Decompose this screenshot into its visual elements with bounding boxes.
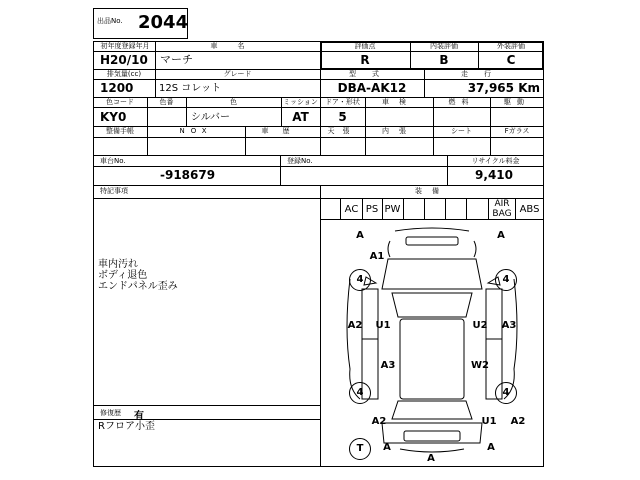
damage-a2-left: A2 (347, 320, 363, 331)
equipment-abs: ABS (519, 204, 540, 215)
score-label: 評価点 (354, 42, 376, 50)
damage-front-left: A (356, 230, 364, 241)
year-label: 初年度登録年月 (100, 42, 150, 50)
damage-a1: A1 (369, 251, 385, 262)
exterior-score: C (506, 53, 516, 67)
equipment-pw: PW (384, 204, 401, 215)
damage-t: T (349, 438, 371, 460)
tire-rear-left: 4 (349, 382, 371, 404)
mileage: 37,965 Km (467, 81, 540, 95)
color-no-label: 色番 (159, 98, 174, 106)
repair-history-value: 有 (134, 411, 144, 422)
first-registration: H20/10 (100, 53, 148, 67)
roof-label: 天張 (327, 127, 358, 135)
model-code: DBA-AK12 (337, 81, 407, 95)
grade-label: グレード (223, 70, 252, 78)
tire-front-left: 4 (349, 269, 371, 291)
mileage-label: 走行 (461, 70, 507, 78)
car-name-label: 車名 (210, 42, 265, 50)
notes-line: ボディ退色 (98, 270, 148, 281)
recycle-fee: 9,410 (475, 168, 513, 182)
damage-a3-center: A3 (380, 360, 396, 371)
tire-front-right: 4 (495, 269, 517, 291)
repair-history-label: 修復歴 (100, 409, 121, 417)
seat-label: シート (451, 127, 472, 135)
mission-label: ミッション (283, 98, 318, 106)
doors: 5 (338, 110, 347, 124)
recycle-label: リサイクル料金 (471, 157, 520, 165)
fuel-label: 燃料 (448, 98, 475, 106)
equipment-title: 装備 (415, 187, 449, 195)
overall-score: R (360, 53, 370, 67)
damage-a-rear-left: A (383, 442, 391, 453)
car-name: マーチ (160, 53, 193, 66)
doors-label: ドア・形状 (325, 98, 360, 106)
damage-w2: W2 (471, 360, 489, 371)
color-label: 色 (230, 98, 237, 106)
inner-trim-label: 内張 (382, 127, 416, 135)
notes-title: 特記事項 (100, 187, 128, 195)
chassis-label: 車台No. (100, 157, 126, 165)
damage-u1-rear: U1 (481, 416, 497, 427)
damage-a-bottom: A (427, 453, 435, 464)
displacement: 1200 (100, 81, 134, 95)
model-code-label: 型式 (349, 70, 395, 78)
lot-number-label: 出品No. (97, 17, 123, 25)
nox-label: NOX (179, 127, 213, 135)
exterior-score-label: 外装評価 (497, 42, 525, 50)
interior-score: B (439, 53, 449, 67)
damage-front-right: A (497, 230, 505, 241)
damage-a3-right: A3 (501, 320, 517, 331)
manual-label: 整備手帳 (106, 127, 134, 135)
registration-label: 登録No. (287, 157, 313, 165)
damage-u1-left: U1 (375, 320, 391, 331)
notes-line: エンドパネル歪み (98, 281, 178, 292)
repair-note: Rフロア小歪 (98, 421, 155, 432)
car-diagram (320, 219, 544, 467)
glass-label: Fガラス (504, 127, 530, 135)
inspection-label: 車検 (382, 98, 416, 106)
color: シルバー (191, 112, 231, 123)
mission: AT (292, 110, 309, 124)
damage-a2-rear-right: A2 (510, 416, 526, 427)
equipment-airbag: AIR BAG (492, 199, 512, 219)
tire-rear-right: 4 (495, 382, 517, 404)
history-label: 車歴 (261, 127, 304, 135)
color-code-label: 色コード (106, 98, 134, 106)
notes-line: 車内汚れ (98, 259, 138, 270)
damage-u2-right: U2 (472, 320, 488, 331)
interior-score-label: 内装評価 (430, 42, 458, 50)
damage-a-rear-right: A (487, 442, 495, 453)
chassis-number: -918679 (160, 168, 216, 182)
color-code: KY0 (100, 110, 127, 124)
equipment-ac: AC (344, 204, 359, 215)
equipment-ps: PS (365, 204, 379, 215)
damage-a2-rear-left: A2 (371, 416, 387, 427)
displacement-label: 排気量(cc) (106, 70, 142, 78)
drive-label: 駆動 (504, 98, 530, 106)
lot-number: 2044 (138, 12, 189, 33)
grade: 12S コレット (159, 83, 222, 94)
